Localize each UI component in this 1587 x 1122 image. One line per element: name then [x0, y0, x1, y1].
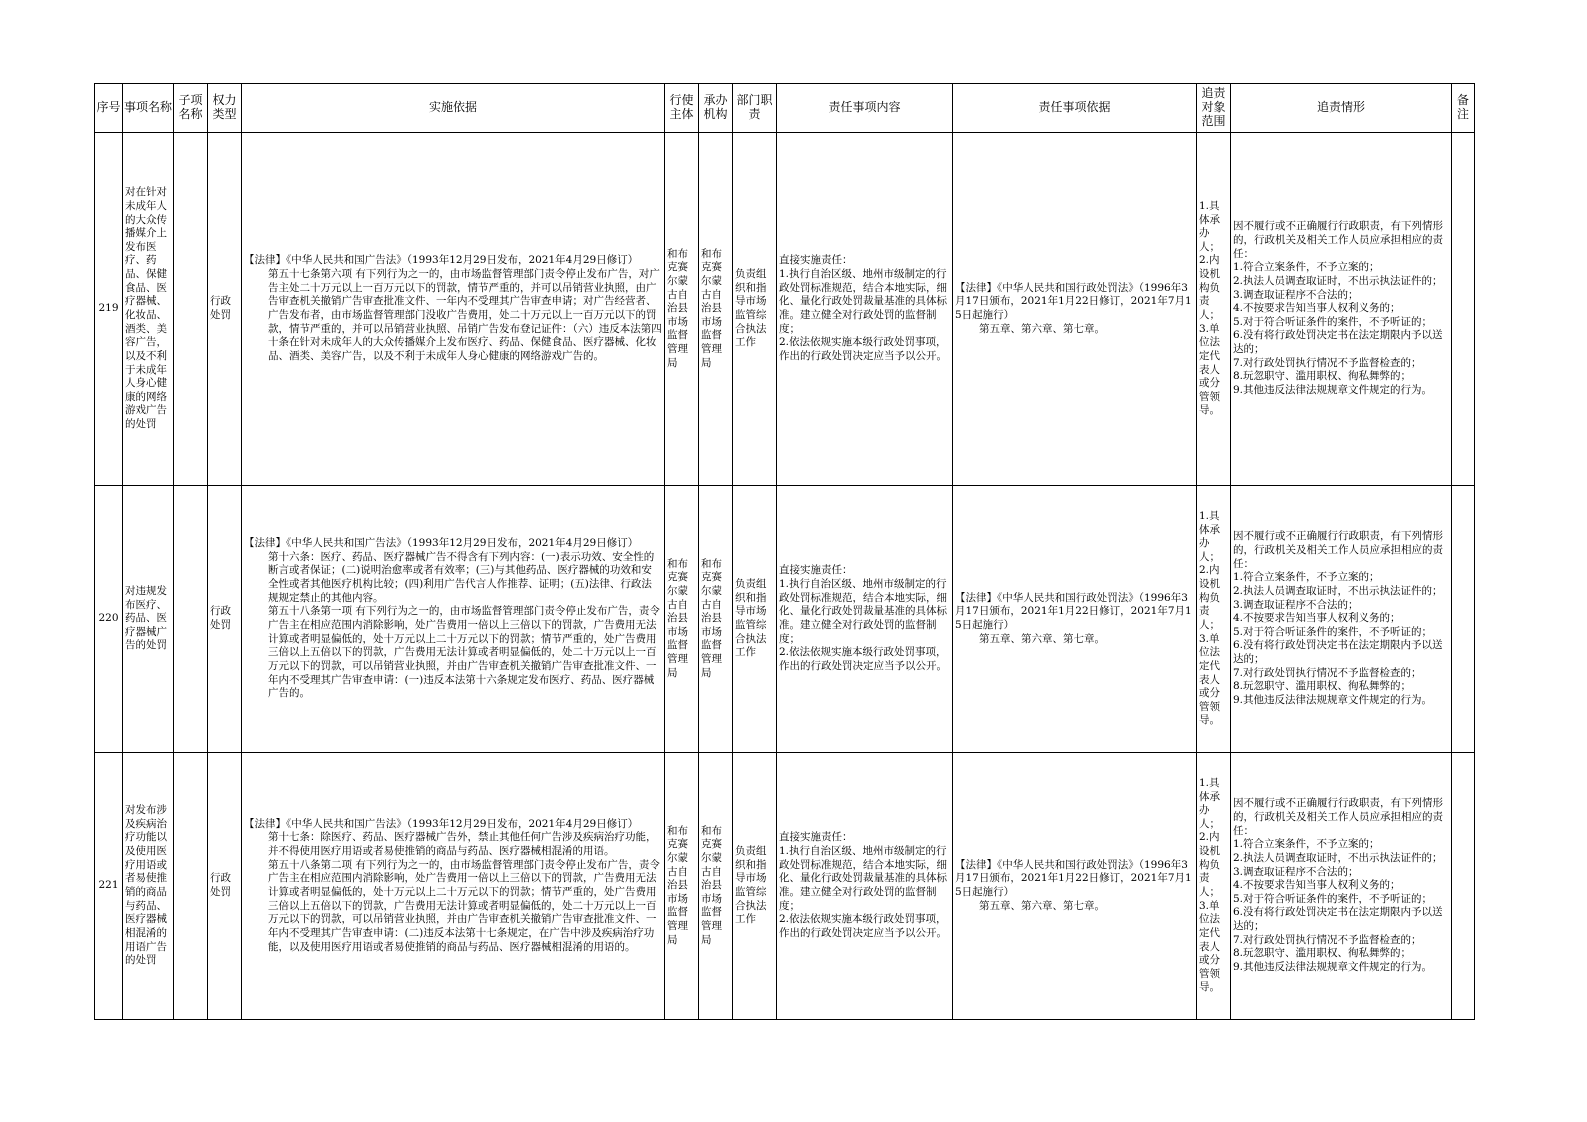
acc-line: 8.玩忽职守、滥用职权、徇私舞弊的；	[1233, 370, 1412, 383]
acc-line: 5.对于符合听证条件的案件，不予听证的；	[1233, 625, 1433, 638]
resp-content-line: 2.依法依规实施本级行政处罚事项，作出的行政处罚决定应当予以公开。	[779, 336, 947, 362]
basis-article: 第五十八条第一项 有下列行为之一的，由市场监督管理部门责令停止发布广告，责令广告主在相应范围内消除影响，处广告费用一倍以上三倍以下的罚款，广告费用无法计算或者明显偏低的，处十万元以上二十万元以下的罚款；情节严重的，处广告费用三倍以上五倍以下的罚款，广告费用无法计算或者明显偏低的，处二十万元以上一百万元以下的罚款，可以吊销营业执照，并由广告审查机关撤销广告审查批准文件、一年内不受理其广告审查申请：(一)违反本法第十六条规定发布医疗、药品、医疗器械广告的。	[268, 605, 660, 700]
acc-line: 1.符合立案条件，不予立案的；	[1233, 838, 1380, 851]
resp-content-line: 直接实施责任：	[779, 564, 853, 577]
acc-line: 2.执法人员调查取证时，不出示执法证件的；	[1233, 584, 1443, 597]
acc-line: 2.执法人员调查取证时，不出示执法证件的；	[1233, 274, 1443, 287]
acc-line: 7.对行政处罚执行情况不予监督检查的；	[1233, 666, 1422, 679]
header-row	[95, 84, 1475, 133]
header-sub-item: 子项名称	[174, 84, 208, 133]
acc-line: 3.调查取证程序不合法的；	[1233, 598, 1359, 611]
resp-content-line: 1.执行自治区级、地州市级制定的行政处罚标准规范，结合本地实际，细化、量化行政处罚裁量基准的具体标准。建立健全对行政处罚的监督制度；	[779, 845, 947, 912]
row-resp-basis	[953, 486, 1197, 753]
acc-line: 8.玩忽职守、滥用职权、徇私舞弊的；	[1233, 947, 1412, 960]
row-scope: 1.具体承办人；2.内设机构负责人；3.单位法定代表人或分管领导。	[1197, 133, 1231, 486]
row-item-name: 对发布涉及疾病治疗功能以及使用医疗用语或者易使推销的商品与药品、医疗器械相混淆的用语广告的处罚	[123, 753, 174, 1020]
row-note	[1452, 753, 1475, 1020]
header-item-name: 事项名称	[123, 84, 174, 133]
resp-content-line: 2.依法依规实施本级行政处罚事项，作出的行政处罚决定应当予以公开。	[779, 913, 947, 939]
acc-line: 5.对于符合听证条件的案件，不予听证的；	[1233, 315, 1433, 328]
resp-basis-chapters: 第五章、第六章、第七章。	[979, 899, 1105, 912]
basis-law: 【法律】《中华人民共和国广告法》（1993年12月29日发布，2021年4月29日修订）	[244, 817, 639, 830]
basis-article: 第五十七条第六项 有下列行为之一的，由市场监督管理部门责令停止发布广告，对广告主处二十万元以上一百万元以下的罚款，情节严重的，并可以吊销营业执照，由广告审查机关撤销广告审查批准文件、一年内不受理其广告审查申请；对广告经营者、广告发布者，由市场监督管理部门没收广告费用，处二十万元以上一百万元以下的罚款，情节严重的，并可以吊销营业执照、吊销广告发布登记证件：（六）违反本法第四十条在针对未成年人的大众传播媒介上发布医疗、药品、保健食品、医疗器械、化妆品、酒类、美容广告，以及不利于未成年人身心健康的网络游戏广告的。	[268, 268, 662, 362]
row-resp-basis	[953, 753, 1197, 1020]
header-note: 备注	[1452, 84, 1475, 133]
row-resp-content	[777, 486, 953, 753]
acc-line: 因不履行或不正确履行行政职责，有下列情形的，行政机关及相关工作人员应承担相应的责任：	[1233, 797, 1443, 837]
acc-line: 9.其他违反法律法规规章文件规定的行为。	[1233, 694, 1433, 707]
row-subject: 和布克赛尔蒙古自治县市场监督管理局	[665, 753, 699, 1020]
resp-basis-law: 【法律】《中华人民共和国行政处罚法》（1996年3月17日颁布，2021年1月22日修订，2021年7月15日起施行）	[955, 591, 1192, 631]
row-scope: 1.具体承办人；2.内设机构负责人；3.单位法定代表人或分管领导。	[1197, 753, 1231, 1020]
header-dept: 承办机构	[699, 84, 733, 133]
header-basis: 实施依据	[242, 84, 665, 133]
resp-basis-chapters: 第五章、第六章、第七章。	[979, 632, 1105, 645]
acc-line: 6.没有将行政处罚决定书在法定期限内予以送达的；	[1233, 906, 1443, 933]
row-seq: 220	[95, 486, 123, 753]
acc-line: 4.不按要求告知当事人权利义务的；	[1233, 612, 1401, 625]
acc-line: 9.其他违反法律法规规章文件规定的行为。	[1233, 384, 1433, 397]
resp-content-line: 2.依法依规实施本级行政处罚事项，作出的行政处罚决定应当予以公开。	[779, 646, 947, 672]
basis-law: 【法律】《中华人民共和国广告法》（1993年12月29日发布，2021年4月29日修订）	[244, 254, 639, 267]
resp-basis-law: 【法律】《中华人民共和国行政处罚法》（1996年3月17日颁布，2021年1月22日修订，2021年7月15日起施行）	[955, 858, 1192, 898]
row-dept-duty: 负责组织和指导市场监管综合执法工作	[733, 133, 777, 486]
row-item-name: 对违规发布医疗、药品、医疗器械广告的处罚	[123, 486, 174, 753]
basis-law: 【法律】《中华人民共和国广告法》（1993年12月29日发布，2021年4月29日修订）	[244, 537, 639, 550]
header-scope: 追责对象范围	[1197, 84, 1231, 133]
row-power-type: 行政处罚	[208, 133, 242, 486]
row-dept-duty: 负责组织和指导市场监管综合执法工作	[733, 486, 777, 753]
acc-line: 1.符合立案条件，不予立案的；	[1233, 261, 1380, 274]
basis-article: 第十六条：医疗、药品、医疗器械广告不得含有下列内容：(一)表示功效、安全性的断言或者保证；(二)说明治愈率或者有效率；(三)与其他药品、医疗器械的功效和安全性或者其他医疗机构比较；(四)利用广告代言人作推荐、证明；(五)法律、行政法规规定禁止的其他内容。	[268, 550, 655, 604]
row-accountability	[1231, 133, 1452, 486]
row-seq: 219	[95, 133, 123, 486]
row-sub-item	[174, 753, 208, 1020]
basis-article: 第十七条：除医疗、药品、医疗器械广告外，禁止其他任何广告涉及疾病治疗功能，并不得使用医疗用语或者易使推销的商品与药品、医疗器械相混淆的用语。	[268, 831, 657, 858]
table-row	[95, 486, 1475, 753]
row-dept: 和布克赛尔蒙古自治县市场监督管理局	[699, 486, 733, 753]
row-subject: 和布克赛尔蒙古自治县市场监督管理局	[665, 133, 699, 486]
resp-basis-chapters: 第五章、第六章、第七章。	[979, 322, 1105, 335]
acc-line: 5.对于符合听证条件的案件，不予听证的；	[1233, 892, 1433, 905]
header-resp-basis: 责任事项依据	[953, 84, 1197, 133]
header-resp-content: 责任事项内容	[777, 84, 953, 133]
row-resp-content	[777, 133, 953, 486]
acc-line: 3.调查取证程序不合法的；	[1233, 288, 1359, 301]
row-basis	[242, 753, 665, 1020]
acc-line: 6.没有将行政处罚决定书在法定期限内予以送达的；	[1233, 639, 1443, 666]
table-row	[95, 133, 1475, 486]
resp-content-line: 直接实施责任：	[779, 254, 853, 267]
row-seq: 221	[95, 753, 123, 1020]
row-dept-duty: 负责组织和指导市场监管综合执法工作	[733, 753, 777, 1020]
row-sub-item	[174, 486, 208, 753]
row-subject: 和布克赛尔蒙古自治县市场监督管理局	[665, 486, 699, 753]
header-subject: 行使主体	[665, 84, 699, 133]
header-dept-duty: 部门职责	[733, 84, 777, 133]
header-accountability: 追责情形	[1231, 84, 1452, 133]
row-power-type: 行政处罚	[208, 486, 242, 753]
acc-line: 7.对行政处罚执行情况不予监督检查的；	[1233, 356, 1422, 369]
row-dept: 和布克赛尔蒙古自治县市场监督管理局	[699, 133, 733, 486]
table-row	[95, 753, 1475, 1020]
acc-line: 9.其他违反法律法规规章文件规定的行为。	[1233, 961, 1433, 974]
acc-line: 8.玩忽职守、滥用职权、徇私舞弊的；	[1233, 680, 1412, 693]
acc-line: 4.不按要求告知当事人权利义务的；	[1233, 879, 1401, 892]
acc-line: 6.没有将行政处罚决定书在法定期限内予以送达的；	[1233, 329, 1443, 356]
row-resp-basis	[953, 133, 1197, 486]
row-item-name: 对在针对未成年人的大众传播媒介上发布医疗、药品、保健食品、医疗器械、化妆品、酒类、美容广告，以及不利于未成年人身心健康的网络游戏广告的处罚	[123, 133, 174, 486]
row-accountability	[1231, 486, 1452, 753]
row-note	[1452, 133, 1475, 486]
header-power-type: 权力类型	[208, 84, 242, 133]
resp-content-line: 直接实施责任：	[779, 831, 853, 844]
responsibility-table	[94, 83, 1475, 1020]
row-basis	[242, 133, 665, 486]
acc-line: 3.调查取证程序不合法的；	[1233, 865, 1359, 878]
acc-line: 因不履行或不正确履行行政职责，有下列情形的，行政机关及相关工作人员应承担相应的责任：	[1233, 530, 1443, 570]
row-basis	[242, 486, 665, 753]
resp-content-line: 1.执行自治区级、地州市级制定的行政处罚标准规范，结合本地实际，细化、量化行政处罚裁量基准的具体标准。建立健全对行政处罚的监督制度；	[779, 578, 947, 645]
row-dept: 和布克赛尔蒙古自治县市场监督管理局	[699, 753, 733, 1020]
row-sub-item	[174, 133, 208, 486]
acc-line: 7.对行政处罚执行情况不予监督检查的；	[1233, 933, 1422, 946]
resp-content-line: 1.执行自治区级、地州市级制定的行政处罚标准规范，结合本地实际，细化、量化行政处罚裁量基准的具体标准。建立健全对行政处罚的监督制度；	[779, 268, 947, 335]
basis-article: 第五十八条第二项 有下列行为之一的，由市场监督管理部门责令停止发布广告，责令广告主在相应范围内消除影响，处广告费用一倍以上三倍以下的罚款，广告费用无法计算或者明显偏低的，处十万元以上二十万元以下的罚款；情节严重的，处广告费用三倍以上五倍以下的罚款，广告费用无法计算或者明显偏低的，处二十万元以上一百万元以下的罚款，可以吊销营业执照，并由广告审查机关撤销广告审查批准文件、一年内不受理其广告审查申请：(二)违反本法第十七条规定，在广告中涉及疾病治疗功能，以及使用医疗用语或者易使推销的商品与药品、医疗器械相混淆的用语的。	[268, 858, 660, 953]
header-seq: 序号	[95, 84, 123, 133]
row-power-type: 行政处罚	[208, 753, 242, 1020]
resp-basis-law: 【法律】《中华人民共和国行政处罚法》（1996年3月17日颁布，2021年1月22日修订，2021年7月15日起施行）	[955, 281, 1192, 321]
row-accountability	[1231, 753, 1452, 1020]
row-note	[1452, 486, 1475, 753]
row-scope: 1.具体承办人；2.内设机构负责人；3.单位法定代表人或分管领导。	[1197, 486, 1231, 753]
acc-line: 2.执法人员调查取证时，不出示执法证件的；	[1233, 851, 1443, 864]
acc-line: 因不履行或不正确履行行政职责，有下列情形的，行政机关及相关工作人员应承担相应的责任：	[1233, 220, 1443, 260]
acc-line: 4.不按要求告知当事人权利义务的；	[1233, 302, 1401, 315]
acc-line: 1.符合立案条件，不予立案的；	[1233, 571, 1380, 584]
row-resp-content	[777, 753, 953, 1020]
